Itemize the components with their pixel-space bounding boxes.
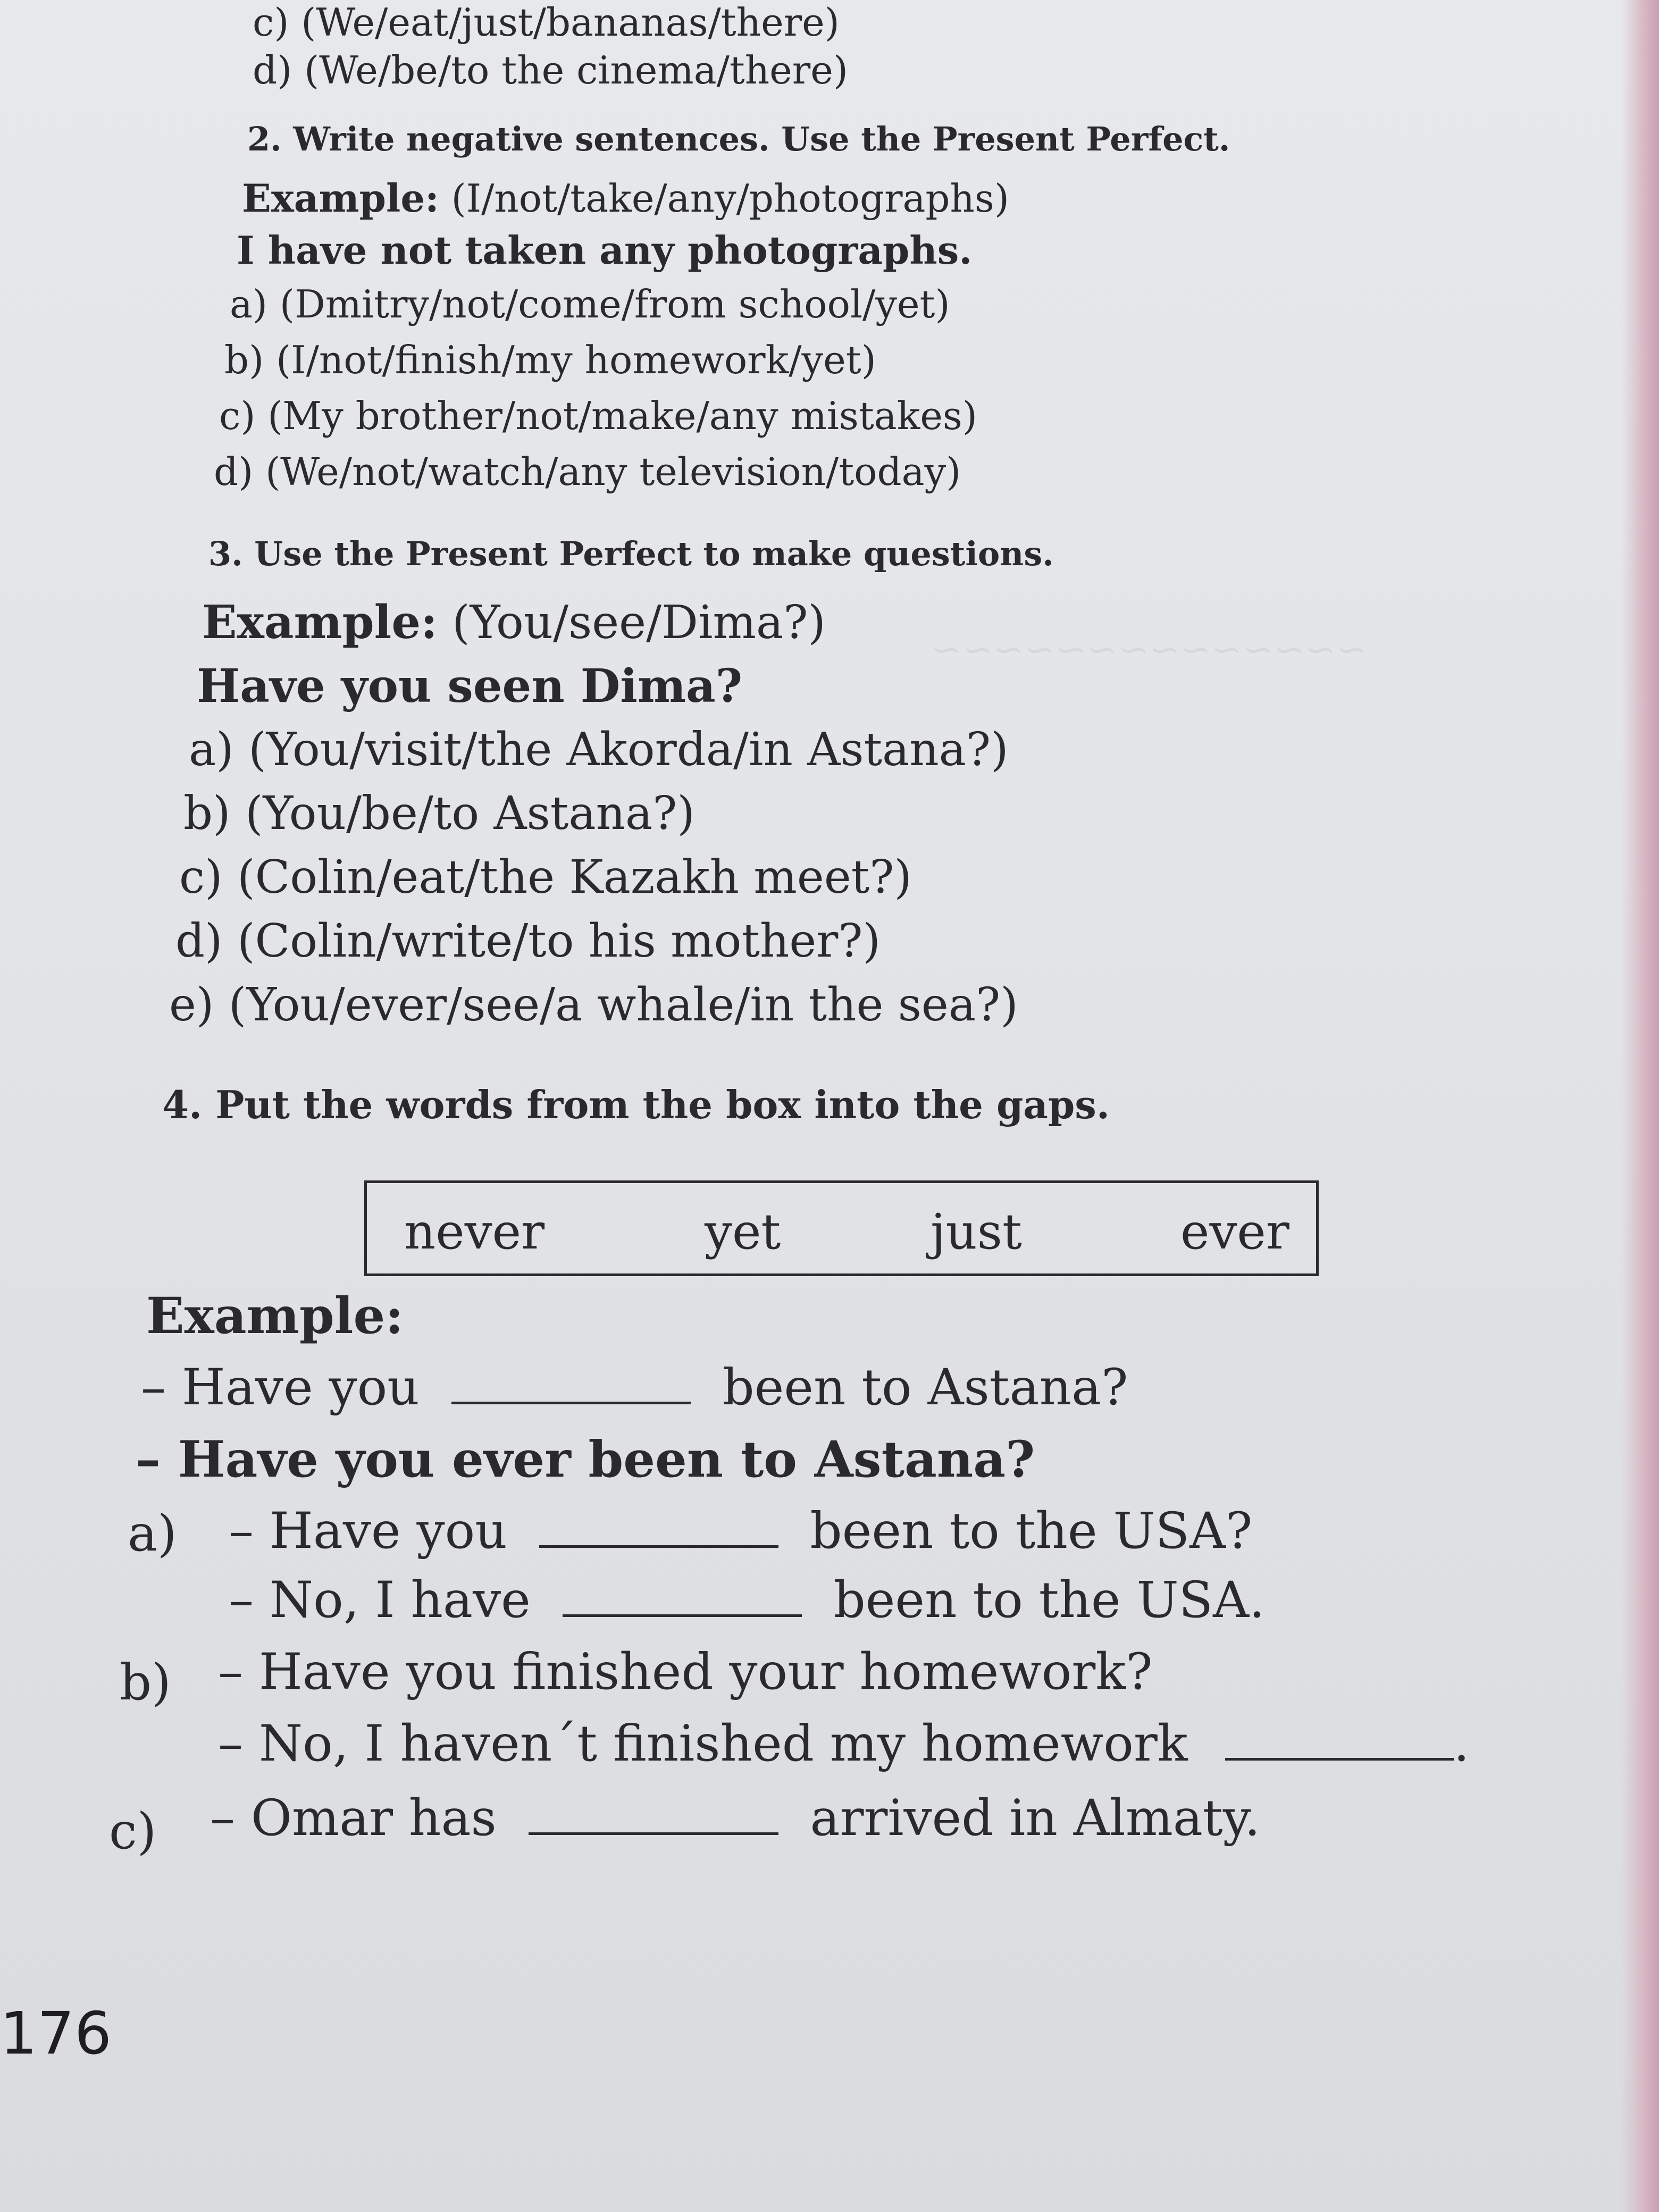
gap-blank[interactable] — [1225, 1758, 1454, 1761]
gap-blank[interactable] — [451, 1402, 691, 1404]
ex4-item-a-line2: – No, I have been to the USA. — [229, 1571, 1265, 1629]
gap-blank[interactable] — [529, 1832, 778, 1835]
word-just: just — [931, 1203, 1022, 1260]
ex2-example-answer: I have not taken any photographs. — [237, 228, 973, 273]
gap-blank[interactable] — [539, 1545, 778, 1548]
ex2-item-d: d) (We/not/watch/any television/today) — [214, 449, 961, 494]
ex4-example-answer: – Have you ever been to Astana? — [136, 1430, 1035, 1489]
ex2-item-c: c) (My brother/not/make/any mistakes) — [219, 393, 977, 438]
ex3-example-answer: Have you seen Dima? — [197, 659, 743, 713]
ex4-example-label: Example: — [146, 1287, 404, 1345]
bleed-through-text: ~~~~~~~~~~~~~~ — [931, 627, 1368, 671]
word-box — [364, 1180, 1319, 1276]
ex4-heading: 4. Put the words from the box into the gaps. — [162, 1082, 1110, 1127]
ex4-example-question: – Have you been to Astana? — [141, 1359, 1128, 1417]
ex3-item-e: e) (You/ever/see/a whale/in the sea?) — [169, 978, 1018, 1032]
ex3-item-c: c) (Colin/eat/the Kazakh meet?) — [179, 851, 912, 904]
ex3-heading: 3. Use the Present Perfect to make questions. — [208, 534, 1054, 573]
ex4-item-a-line1: – Have you been to the USA? — [229, 1502, 1253, 1560]
word-yet: yet — [705, 1203, 781, 1260]
ex3-item-b: b) (You/be/to Astana?) — [183, 787, 695, 840]
word-ever: ever — [1180, 1203, 1289, 1260]
ex4-item-b-line1: – Have you finished your homework? — [218, 1643, 1153, 1701]
ex4-item-b-label: b) — [120, 1654, 171, 1712]
word-never: never — [404, 1203, 545, 1260]
ex3-item-a: a) (You/visit/the Akorda/in Astana?) — [189, 723, 1009, 776]
ex4-item-c-label: c) — [109, 1803, 157, 1861]
ex3-example: Example: (You/see/Dima?) — [202, 596, 826, 649]
ex1-item-c: c) (We/eat/just/bananas/there) — [253, 0, 840, 45]
ex4-item-a-label: a) — [128, 1505, 177, 1563]
ex2-item-a: a) (Dmitry/not/come/from school/yet) — [230, 282, 950, 326]
ex4-item-b-line2: – No, I haven´t finished my homework . — [218, 1715, 1470, 1773]
ex3-item-d: d) (Colin/write/to his mother?) — [175, 915, 881, 968]
ex2-item-b: b) (I/not/finish/my homework/yet) — [224, 338, 876, 382]
page-number: 176 — [0, 1999, 112, 2067]
ex4-item-c-line1: – Omar has arrived in Almaty. — [210, 1789, 1261, 1847]
page-edge — [1622, 0, 1659, 2212]
ex2-heading: 2. Write negative sentences. Use the Present Perfect. — [247, 120, 1230, 158]
gap-blank[interactable] — [563, 1614, 802, 1617]
ex2-example: Example: (I/not/take/any/photographs) — [242, 175, 1009, 221]
ex1-item-d: d) (We/be/to the cinema/there) — [253, 48, 848, 93]
